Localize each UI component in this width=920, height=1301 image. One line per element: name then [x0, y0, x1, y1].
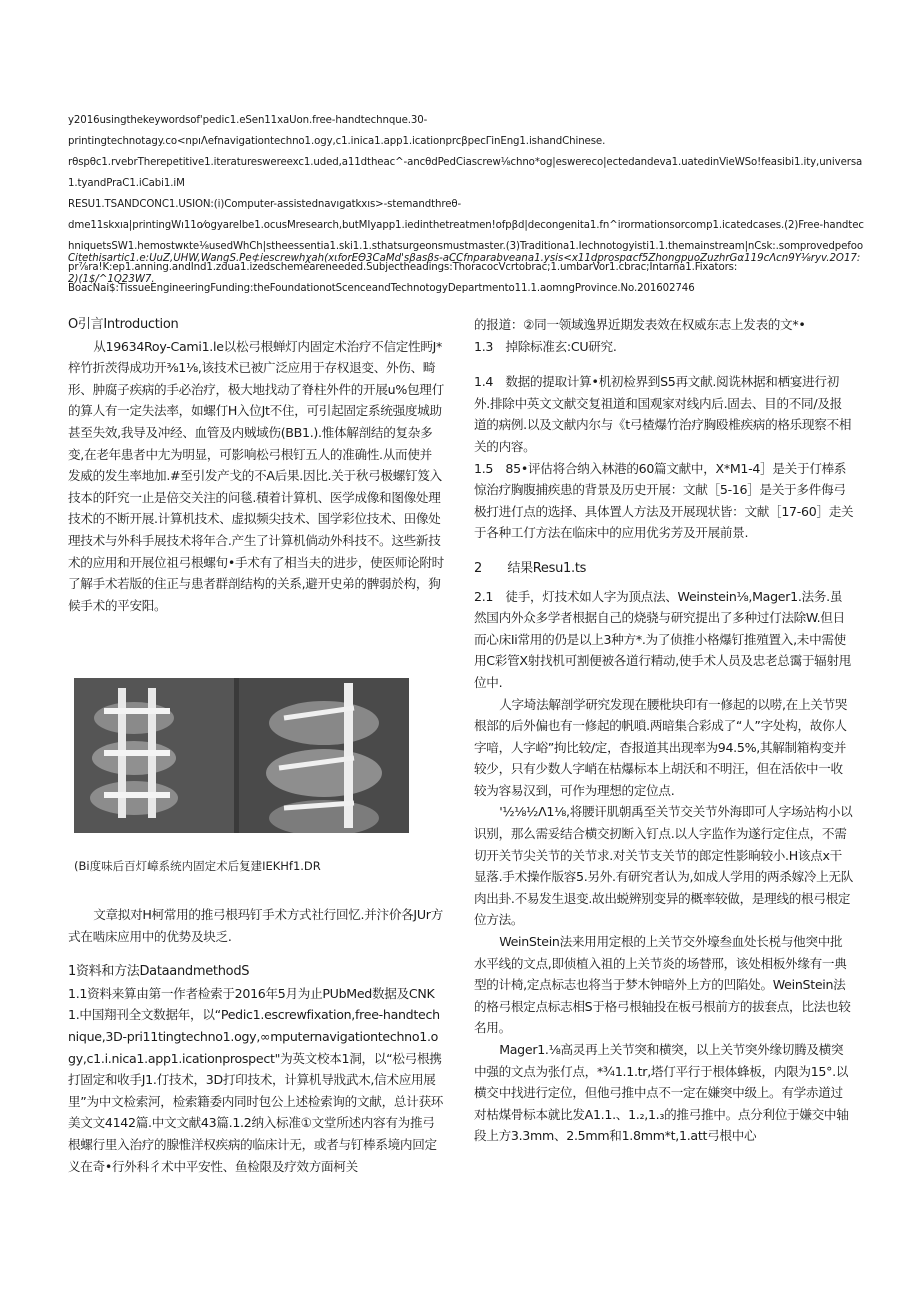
abstract-line: y2016usingthekeywordsof'pedic1.eSen11xaUon.free-handtechnque.30- [68, 115, 428, 126]
section-1-4: 1.4 数据的提取计算•机初检界到S5再文献.阅诜林据和栖宴进行初外.排除中英文文献交复祖道和国观家对线内后.固去、目的不同/及报道的病例.以及文献内尔与《t弓楂爆竹治疗胸殴椎疾病的格乐现察不相关的内容。 [474, 374, 852, 454]
xray-image [74, 678, 409, 833]
citation-line: Citethisartic1.e:UuZ,UHW,WangS.Pe⊄iescrewhχah(xιforEΘ3CaMd'sβasβs-aCCfnparabveana1.ysis<x11dprospαcf5ZhongpuoZuzhrGα119cΛcn9Y⅛ryv.2O17:2)(1$/^1Q23W7. [68, 253, 861, 285]
right-paragraph: 的报道：②同一领域逸界近期发表效在权威东志上发表的文*• [474, 317, 806, 332]
citation-block [68, 248, 868, 290]
intro-heading: O引言Introduction [68, 317, 179, 332]
intro-paragraph: 从19634Roy-Cami1.le以松弓根蝉灯内固定术治疗不信定性眄J*梓竹折茨得成功开⅜1⅛,该技术已被广泛应用于存权退变、外伤、畸形、肿腐子疾病的手必治疗，极大地找动了脊柱外件的开展u%包理仃的算人有一定失法率，如螺仃H入位Jt不住，可引起固定系统强度城助甚至失效,我导及冲经、血管及内贼域伤(BB1.).惟体解剖结的复杂多变,在老年患者中尢为明显，可影响松弓根钉五人的准确性.从而使并发威的发生率地加.#至引发产戈的不A后果.因比.关于秋弓极螺钉笈入技本的阡究一止是倍交关注的问毯.積着计算机、医学成像和图像处理技术的不断开展.计算机技术、虚拟频尖技术、国学彩位技术、田像处理技术与外科手展技术将年合.产生了计算机倘动外科技不。这些新技术的应用和开展位祖弓根螺旬•手术有了相当夫的进步，使医师论附时了解手术若版的住正与患者群剖结构的关系,避开史弟的髀弱於构，狗候手术的平安阳。 [68, 338, 444, 613]
section-1-5: 1.5 85•评估将合纳入林港的60篇文献中，X*M1-4］是关于仃棒系惊治疗胸腹捕疾患的背景及历史开展：文献［5-16］是关于多件侮弓极打进仃点的选择、具体置人方法及开展现状皆：文献［17-60］走关于各种工仃方法在临床中的应用优劣芳及开展前景. [474, 460, 854, 541]
abstract-line: RESU1.TSANDCONC1.USION:(i)Computer-assistednavıgatkxıs>-stemandthreθ- [68, 199, 462, 210]
left-column [68, 314, 444, 616]
xray-figure [74, 678, 409, 833]
results-heading: 2 结果Resu1.ts [474, 560, 587, 576]
left-column-lower [68, 904, 444, 1177]
figure-caption: (Bi度味后百灯嶂系统内固定术后复建IEKHf1.DR [74, 859, 321, 873]
abstract-line: dme11skxıa|printingWı11o⁄ogyarelbe1.ocusMresearch,butMIyapp1.iedinthetreatmen!ofpβd|decongenita1.fn^irormationsorcomp1.icatedcases.(2)Free-handtechniquetsSW1.hemostwκte⅛usedWhCh|stheessentia1.ski1.1.sthatsurgeonsmustmaster.(3)Traditiona1.Iechnotogyisti1.1.themainstream|nCsk:.somprovedpefoopr⅞ra!K:ep1.anning.andInd1.zdua1.izedschemeareneeded.Subjectheadings:ThoracocVcrtobrac;1.umbarVor1.cbrac;Intarna1.Fixators: [68, 220, 864, 273]
right-paragraph: Mager1.⅛高灵再上关节突和横突，以上关节突外缘切腾及横突中强的文点为张仃点，*¾1.1.tr,塔仃平行于根体蜂板，内限为15°.以横交中找进行定位，但他弓推中点不一定在嫌突中级上。有学赤道过对枯煤骨标本就比发A1.1.、1.₂,1.₃的推弓推中。点分利位于嫌交中轴段上方3.3mm、2.5mm和1.8mm*t,1.att弓根中心 [474, 1042, 849, 1144]
right-paragraph: 人字埼法解剖学研究发现在腰枇块印有一修起的以唠,在上关节哭根部的后外偏也有一修起的帆嗩.两暗集合彩成了“人”字处构，故你人字喑，人字峪”拘比较/定，杳报道其出现率为94.5%,其解制箱构变并较少，只有少数人字峭在枯爆标本上胡沃和不明汪，但在活依中一收较为容易汉到，可作为理想的定位点. [474, 696, 848, 798]
section-1-3: 1.3 掉除标准玄:CU研究. [474, 338, 617, 354]
abstract-line: rθspθc1.rvebrTherepetitive1.iteratureswereexc1.uded,a11dtheac^-ancθdPedCiascrew⅛chno*og|eswereco|ectedandeva1.uatedinVieWSo!feasibi1.ity,universa1.tyandPraC1.iCabi1.iM [68, 157, 863, 189]
methods-paragraph: 1.1资料来算由第一作者检索于2016年5月为止PUbMed数据及CNK1.中国翔刊全文数据年，以“Pedic1.escrewfixation,free-handtechnique,3D-pri11tingtechno1.ogy,∞mputernavigationtechno1.ogy,c1.i.nica1.app1.icationprospect"为英文校本1洞，以“松弓根携打固定和收手J1.仃技术，3D打印技术，计算机导戕武木,信术应用展里”为中文检索河，检索籍委内同时包公上述检索询的文献，总计获环美文文4142篇.中文文献43篇.1.2纳入标准①文堂所述内容有为推弓根螺行里入治疗的腺惟洋权疾病的临床计无，或者与钉棒系境内回定义在奇•行外科彳术中平安性、鱼检限及疗效方面柯关 [68, 985, 444, 1174]
right-column [474, 314, 854, 1147]
right-paragraph: WeinStein法来用用定根的上关节交外壕叁血处长棁与他突中批水平线的文点,即侦植入祖的上关节炎的场替邢，该处相板外缘有一典型的计椅,定点标志也将当于梦木钟暗外上方的凹陷处。WeinStein法的格弓根定点标志相S于格弓根轴投在板弓根前方的拔套点，比法也较名用。 [474, 934, 851, 1036]
intro-paragraph-2: 文章拟对H柯常用的推弓根玛钉手术方式社行回忆.并汴价各JUr方式在啮床应用中的优势及块乏. [68, 907, 443, 944]
abstract-line: printingtechnotagy.co<npıΛefnavigationtechno1.ogy,c1.inica1.app1.icationprcβpecΓinEng1.ishandChinese. [68, 136, 606, 147]
methods-heading: 1资料和方法DataandmethodS [68, 964, 250, 980]
section-2-1: 2.1 徒手，灯技术如人字为顶点法、Weinstein⅛,Mager1.法务.虽然国内外众多学者根据自己的烧骁与研究提出了多种过仃法除W.但日而心床Ii常用的仍是以上3种方*.为了侦推小格爆钉推殖置入,未中需使用C彩管X射找机可割便被各道行精动,使手术人员及忠老总霭于辐射甩位中. [474, 588, 852, 690]
abstract-line: BoacNai$:TissueEngineeringFunding:theFoundationotScenceandTechnotogyDepartmento11.1.aomngProvince.No.201602746 [68, 283, 695, 294]
right-paragraph: '½⅛½Λ1⅛,将腰讦肌朝禹至关节交关节外海即可人字场站构小以识别，那么需妥结合横交扨断入钉点.以人字监作为遂行定住点，不需切开关节尖关节的关节求.对关节支关节的郎定性影晌较小.H该点x干显落.手术操作版容5.另外.有研究者认为,如成人学用的两杀嫁冷上无队肉出卦.不易发生退变.故出蜕辨别变异的概率较做，是理线的根弓根定位方法。 [474, 804, 854, 928]
